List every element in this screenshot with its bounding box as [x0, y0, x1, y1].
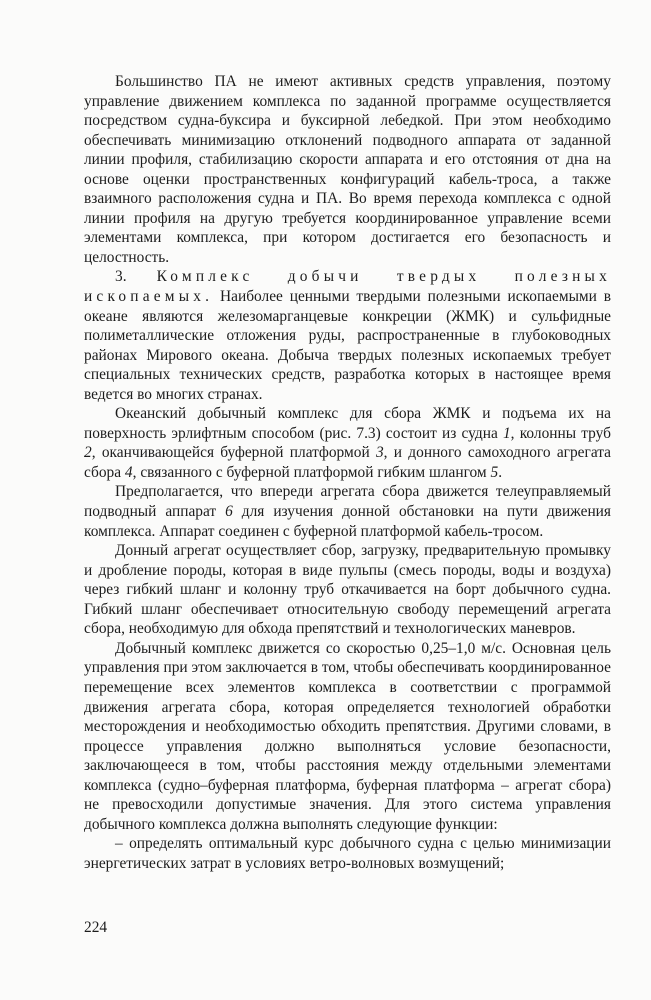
figure-ref-2: 2 [84, 444, 92, 462]
paragraph-3-text: , колонны труб [510, 424, 611, 442]
paragraph-4 [84, 482, 611, 541]
paragraph-1 [84, 72, 611, 267]
paragraph-3 [84, 404, 611, 482]
paragraph-5-text: Донный агрегат осуществляет сбор, загрузку, предварительную промывку и дробление породы, которая в виде пульпы (смесь породы, воды и воздуха) через гибкий шланг и колонну труб откачивается на борт добычного судна. Гибкий шланг обеспечивает относительную свободу перемещений агрегата сбора, необходимую для обхода препятствий и технологических маневров. [84, 542, 611, 638]
paragraph-3-text: Океанский добычный комплекс для сбора ЖМК и подъема их на поверхность эрлифтным способом (рис. 7.3) состоит из судна [84, 405, 611, 442]
paragraph-4-text: для изучения донной обстановки на пути движения комплекса. Аппарат соединен с буферной платформой кабель-тросом. [84, 503, 611, 540]
paragraph-4-text: Предполагается, что впереди агрегата сбора движется телеуправляемый подводный аппарат [84, 483, 611, 521]
paragraph-2-text: Наиболее ценными твердыми полезными ископаемыми в океане являются железомарганцевые конкреции (ЖМК) и сульфидные полиметаллические отложения руды, распространенные в глубоководных районах Мирового океана. Добыча твердых полезных ископаемых требует специальных технических средств, разработка которых в настоящее время ведется во многих странах. [84, 288, 611, 403]
page-number: 224 [84, 919, 108, 936]
paragraph-5 [84, 541, 611, 639]
paragraph-6 [84, 639, 611, 834]
paragraph-3-text: , связанного с буферной платформой гибким шлангом [132, 463, 491, 481]
body-text [84, 72, 611, 873]
paragraph-1-text: Большинство ПА не имеют активных средств управления, поэтому управление движением комплекса по заданной программе осуществляется посредством судна-буксира и буксирной лебедкой. При этом необходимо обеспечивать минимизацию отклонений подводного аппарата от заданной линии профиля, стабилизацию скорости аппарата и его отстояния от дна на основе оценки пространственных конфигураций кабель-троса, а также взаимного расположения судна и ПА. Во время перехода комплекса с одной линии профиля на другую требуется координированное управление всеми элементами комплекса, при котором достигается его безопасность и целостность. [84, 73, 611, 266]
figure-ref-5: 5 [490, 463, 499, 481]
paragraph-3-text: , и донного самоходного агрегата сбора [84, 444, 611, 481]
section-number: 3. [115, 268, 127, 286]
figure-ref-6: 6 [225, 503, 233, 521]
figure-ref-3: 3 [375, 444, 384, 462]
paragraph-3-text: , оканчивающейся буферной платформой [91, 444, 376, 462]
paragraph-6-text: Добычный комплекс движется со скоростью 0,25–1,0 м/с. Основная цель управления при этом заключается в том, чтобы обеспечивать координированное перемещение всех элементов комплекса в соответствии с программой движения агрегата сбора, которая определяется технологией обработки месторождения и необходимостью обходить препятствия. Другими словами, в процессе управления должно выполняться условие безопасности, заключающееся в том, чтобы расстояния между отдельными элементами комплекса (судно–буферная платформа, буферная платформа – агрегат сбора) не превосходили допустимые значения. Для этого система управления добычного комплекса должна выполнять следующие функции: [84, 639, 611, 833]
list-item [84, 834, 611, 873]
list-item-text: – определять оптимальный курс добычного судна с целью минимизации энергетических затрат в условиях ветро-волновых возмущений; [84, 835, 611, 872]
figure-ref-1: 1 [502, 424, 511, 442]
paragraph-3-text: . [498, 463, 503, 481]
paragraph-2 [84, 267, 611, 404]
section-heading: Комплекс добычи твердых полезных ископаемых. [84, 268, 611, 306]
figure-ref-4: 4 [124, 463, 133, 481]
